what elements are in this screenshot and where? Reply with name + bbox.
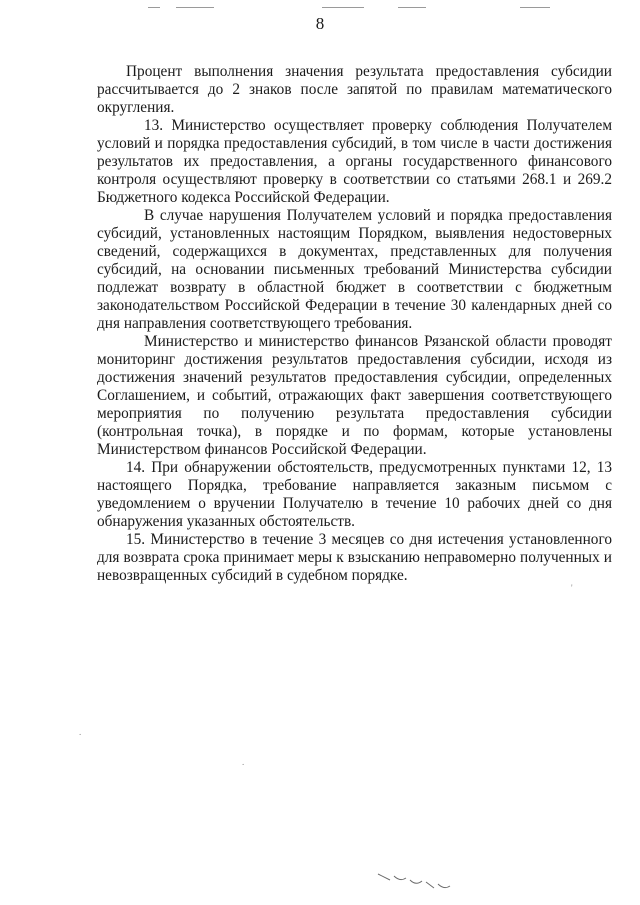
paragraph-14: 14. При обнаружении обстоятельств, предусмотренных пунктами 12, 13 настоящего Порядка, требование направляется заказным письмом с уведомлением о вручении Получателю в течение 10 рабочих дней со дня обнаружения указанных обстоятельств. [97, 459, 612, 530]
scan-dash [322, 7, 364, 8]
scan-dash [520, 7, 550, 8]
document-body [97, 63, 612, 585]
paragraph-rounding: Процент выполнения значения результата предоставления субсидии рассчитывается до 2 знаков после запятой по правилам математического округления. [97, 63, 612, 116]
scan-speck: . [79, 727, 82, 737]
scan-speck: . [242, 757, 245, 767]
scan-dash [398, 7, 426, 8]
scan-dash [176, 7, 214, 8]
paragraph-13: 13. Министерство осуществляет проверку соблюдения Получателем условий и порядка предоставления субсидий, в том числе в части достижения результатов их предоставления, а органы государственного финансового контроля осуществляют проверку в соответствии со статьями 268.1 и 269.2 Бюджетного кодекса Российской Федерации. [97, 117, 612, 206]
scan-artifact-top [0, 7, 640, 11]
paragraph-monitoring: Министерство и министерство финансов Рязанской области проводят мониторинг достижения результатов предоставления субсидии, исходя из достижения значений результатов предоставления субсидии, определенных Соглашением, и событий, отражающих факт завершения соответствующего мероприятия по получению результата предоставления субсидии (контрольная точка), в порядке и по формам, которые установлены Министерством финансов Российской Федерации. [97, 333, 612, 458]
page-number: 8 [315, 14, 325, 33]
handwritten-mark [376, 862, 456, 896]
paragraph-15: 15. Министерство в течение 3 месяцев со дня истечения установленного для возврата срока принимает меры к взысканию неправомерно полученных и невозвращенных субсидий в судебном порядке. [97, 531, 612, 584]
scan-dash [148, 7, 160, 8]
scan-speck: ' [571, 583, 573, 593]
paragraph-violation: В случае нарушения Получателем условий и порядка предоставления субсидий, установленных настоящим Порядком, выявления недостоверных сведений, содержащихся в документах, представленных для получения субсидий, на основании письменных требований Министерства субсидии подлежат возврату в областной бюджет в соответствии с бюджетным законодательством Российской Федерации в течение 30 календарных дней со дня направления соответствующего требования. [97, 207, 612, 332]
